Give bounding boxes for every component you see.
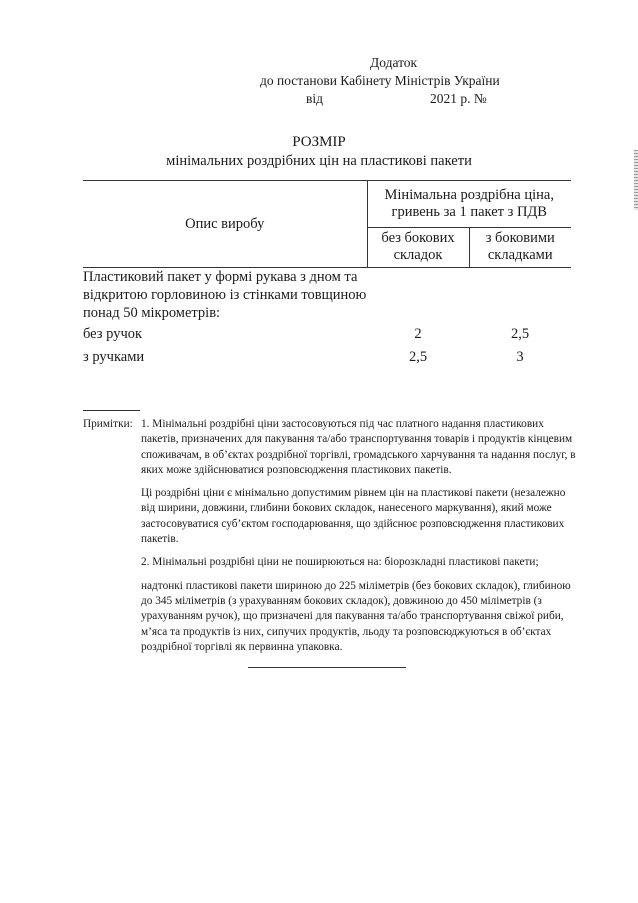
- header-line-2: до постанови Кабінету Міністрів України: [260, 73, 500, 88]
- column-header-description: Опис виробу: [83, 181, 367, 268]
- price-with-folds: 3: [516, 349, 524, 365]
- footnote-separator: [83, 410, 140, 411]
- price-with-folds: 2,5: [510, 326, 530, 342]
- document-header: [260, 54, 550, 108]
- column-header-without-folds: без бокових складок: [367, 227, 469, 267]
- note-paragraph-2: Ці роздрібні ціни є мінімально допустимим рівнем цін на пластикові пакети (незалежно від ширини, довжини, глибини бокових складок, нанесеного маркування), який може застосовуватися суб’єктом господарювання, що здійснює розповсюдження пластикових пакетів.: [141, 487, 566, 546]
- header-line-3: [260, 90, 550, 108]
- header-date-prefix: від: [306, 91, 323, 106]
- column-header-min-price: Мінімальна роздрібна ціна, гривень за 1 пакет з ПДВ: [367, 181, 571, 228]
- document-subtitle: мінімальних роздрібних цін на пластикові пакети: [166, 153, 472, 169]
- product-description: Пластиковий пакет у формі рукава з дном та відкритою горловиною із стінками товщиною понад 50 мікрометрів:: [83, 269, 367, 321]
- row-label: з ручками: [83, 349, 145, 365]
- price-without-folds: 2: [414, 326, 422, 342]
- row-label: без ручок: [83, 326, 143, 342]
- document-title: РОЗМІР: [292, 134, 346, 150]
- header-line-1: Додаток: [370, 55, 418, 70]
- table-row: [83, 349, 571, 372]
- table-row: [83, 326, 571, 349]
- note-paragraph-1: 1. Мінімальні роздрібні ціни застосовуються під час платного надання пластикових пакетів, призначених для пакування та/або транспортування товарів і продуктів кінцевим споживачам, в об’єктах роздрібної торгівлі, громадського харчування та надання послуг, в яких може здійснюватися розповсюдження пластикових пакетів.: [141, 418, 576, 476]
- note-paragraph-3: 2. Мінімальні роздрібні ціни не поширюються на: біорозкладні пластикові пакети;: [141, 556, 539, 569]
- column-header-with-folds: з боковими складками: [469, 227, 571, 267]
- table-header-row: [83, 181, 571, 228]
- header-date-suffix: 2021 р. №: [430, 91, 487, 106]
- note-paragraph-4: надтонкі пластикові пакети шириною до 225 міліметрів (без бокових складок), глибиною до 345 міліметрів (з урахуванням бокових складок), довжиною до 450 міліметрів (з урахуванням ручок), що призначені для пакування та/або транспортування свіжої риби, м’яса та продуктів із них, сипучих продуктів, льоду та розповсюджуються в об’єктах роздрібної торгівлі як первинна упаковка.: [141, 579, 571, 653]
- end-of-document-line: [248, 667, 406, 668]
- price-without-folds: 2,5: [408, 349, 428, 365]
- notes-label: Примітки:: [83, 418, 133, 430]
- table-row-product: [83, 268, 571, 327]
- price-table: [83, 180, 571, 372]
- notes-section: [83, 417, 578, 663]
- notes-body: [141, 417, 578, 655]
